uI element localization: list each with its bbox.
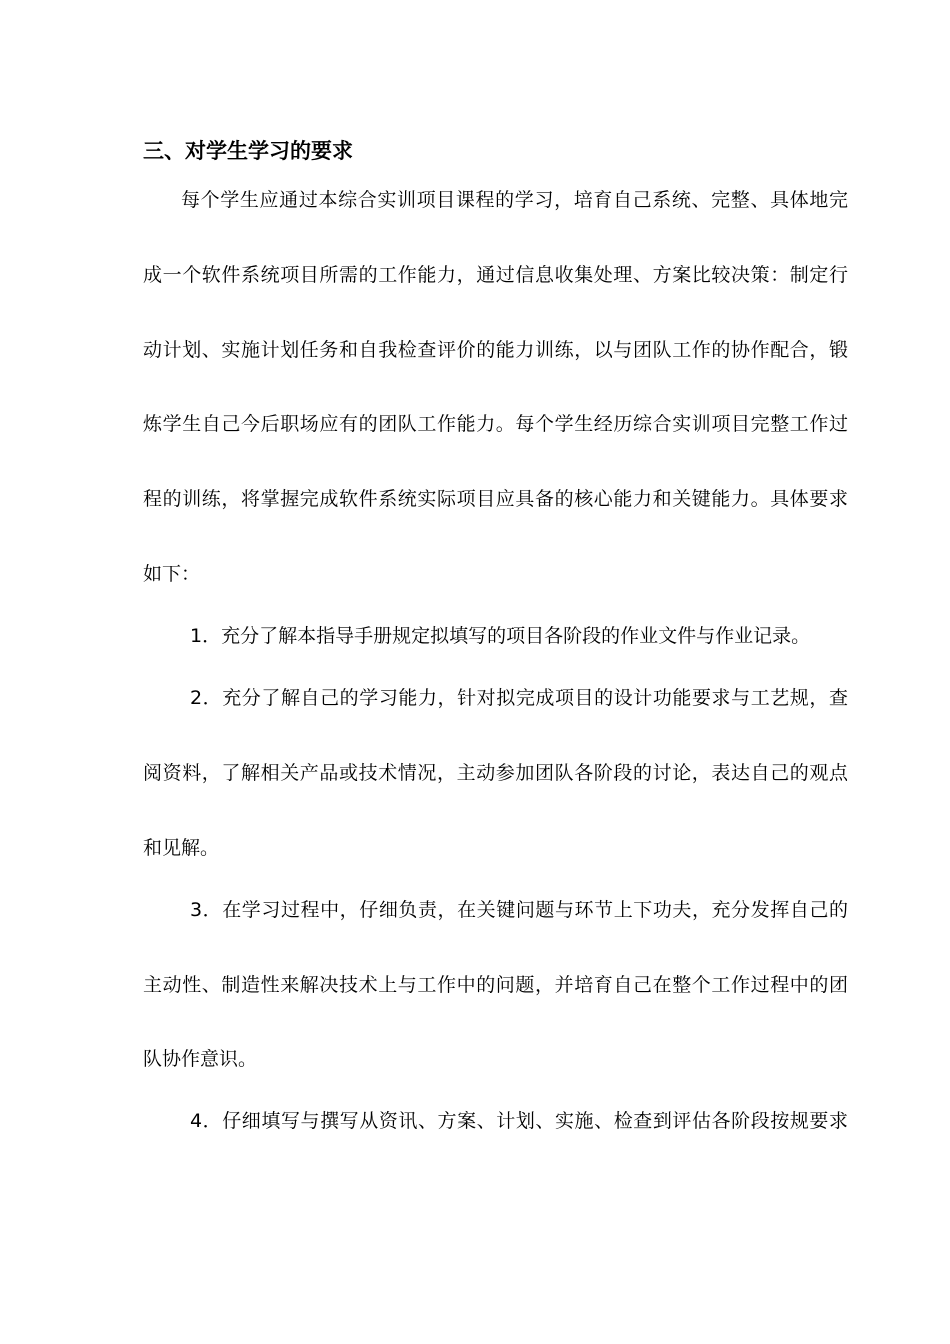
list-item-4-line: 4．仔细填写与撰写从资讯、方案、计划、实施、检查到评估各阶段按规要求 [190, 1110, 848, 1132]
intro-line: 每个学生应通过本综合实训项目课程的学习，培育自己系统、完整、具体地完 [181, 189, 848, 211]
intro-line: 动计划、实施计划任务和自我检查评价的能力训练，以与团队工作的协作配合，锻 [143, 339, 848, 361]
section-heading: 三、对学生学习的要求 [143, 139, 353, 163]
intro-line: 炼学生自己今后职场应有的团队工作能力。每个学生经历综合实训项目完整工作过 [143, 413, 848, 435]
list-item-3-line: 3．在学习过程中，仔细负责，在关键问题与环节上下功夫，充分发挥自己的 [190, 899, 848, 921]
intro-line: 程的训练，将掌握完成软件系统实际项目应具备的核心能力和关键能力。具体要求 [143, 488, 848, 510]
list-item-2-line: 和见解。 [143, 837, 220, 859]
list-item-1-line: 1．充分了解本指导手册规定拟填写的项目各阶段的作业文件与作业记录。 [190, 625, 811, 647]
list-item-3-line: 队协作意识。 [143, 1048, 258, 1070]
intro-line: 如下： [143, 563, 201, 585]
list-item-3-line: 主动性、制造性来解决技术上与工作中的问题，并培育自己在整个工作过程中的团 [143, 974, 848, 996]
list-item-2-line: 阅资料，了解相关产品或技术情况，主动参加团队各阶段的讨论，表达自己的观点 [143, 762, 848, 784]
intro-line: 成一个软件系统项目所需的工作能力，通过信息收集处理、方案比较决策：制定行 [143, 264, 848, 286]
list-item-2-line: 2．充分了解自己的学习能力，针对拟完成项目的设计功能要求与工艺规，查 [190, 687, 848, 709]
